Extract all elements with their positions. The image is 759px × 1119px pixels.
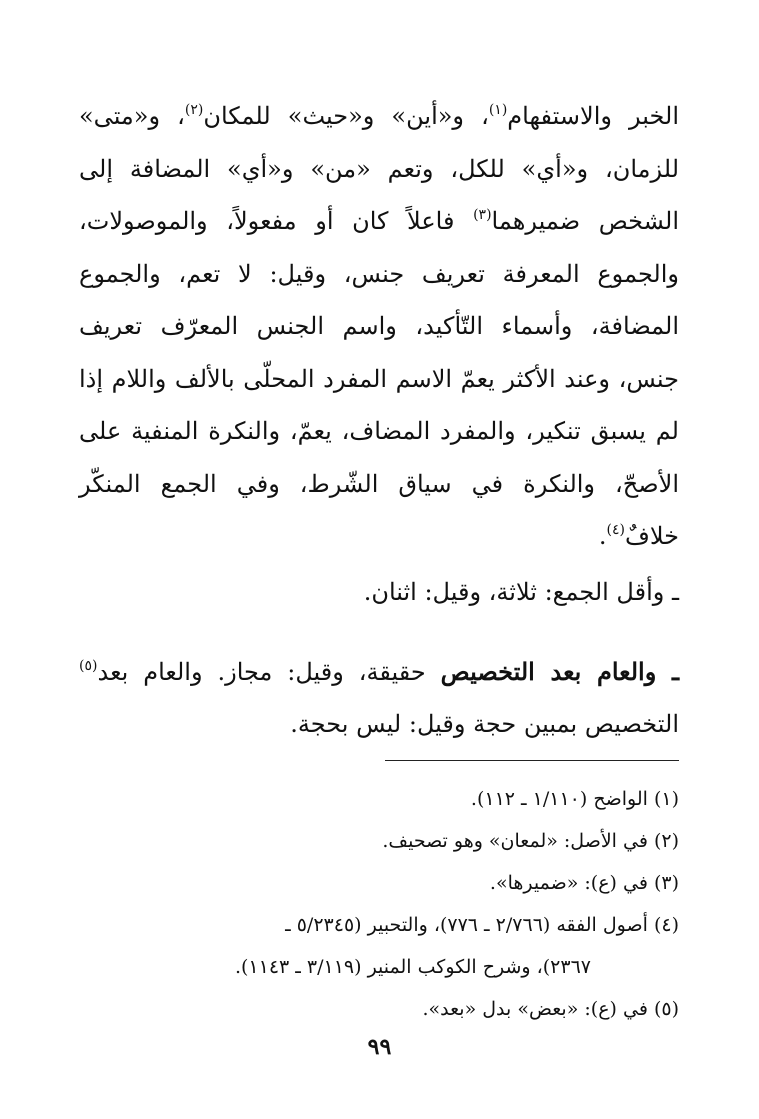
text-segment: فاعلاً كان أو مفعولاً، والموصولات، والجموع المعرفة تعريف جنس، وقيل: لا تعم، والجموع المضافة، وأسماء التّأكيد، واسم الجنس المعرّف تعريف جنس، وعند الأكثر يعمّ الاسم المفرد المحلّى بالألف واللام إذا لم يسبق تنكير، والمفرد المضاف، يعمّ، والنكرة المنفية على الأصحّ، والنكرة في سياق الشّرط، وفي الجمع المنكّر خلافٌ <box>79 207 679 550</box>
text-segment: . <box>598 522 607 550</box>
footnote-4: (٤) أصول الفقه (٢/٧٦٦ ـ ٧٧٦)، والتحبير (٥/٢٣٤٥ ـ <box>285 914 679 936</box>
footnotes <box>79 778 679 1030</box>
text-segment: ، و«متى» للزمان، و«أي» للكل، وتعم «من» و«أي» المضافة إلى الشخص ضميرهما <box>79 102 680 235</box>
text-segment: الخبر والاستفهام <box>507 102 679 130</box>
paragraph-minimum-plural <box>79 566 679 618</box>
footnote-separator <box>385 760 679 761</box>
footnote-3: (٣) في (ع): «ضميرها». <box>489 872 679 894</box>
footnote-4-continuation: ٢٣٦٧)، وشرح الكوكب المنير (٣/١١٩ ـ ١١٤٣). <box>234 956 591 978</box>
paragraph-text <box>79 646 679 750</box>
paragraph-text: ـ وأقل الجمع: ثلاثة، وقيل: اثنان. <box>363 578 679 606</box>
footnote-2: (٢) في الأصل: «لمعان» وهو تصحيف. <box>382 830 679 852</box>
footnote-marker: (٤) <box>606 522 625 538</box>
footnote-marker: (٥) <box>79 658 98 674</box>
footnote-marker: (٢) <box>184 102 204 118</box>
text-segment: ، و«أين» و«حيث» للمكان <box>203 102 489 130</box>
bold-heading: ـ والعام بعد التخصيص <box>440 657 679 686</box>
footnote-marker: (٣) <box>473 207 492 223</box>
footnote-marker: (١) <box>488 102 508 118</box>
page-number: ٩٩ <box>367 1034 392 1060</box>
text-segment: حقيقة، وقيل: مجاز. والعام بعد <box>97 658 441 686</box>
main-paragraph <box>79 90 679 563</box>
paragraph-general-after-specification <box>79 646 679 750</box>
footnote-5: (٥) في (ع): «بعض» بدل «بعد». <box>422 998 679 1020</box>
footnote-1: (١) الواضح (١/١١٠ ـ ١١٢). <box>470 788 679 810</box>
main-paragraph-text <box>79 90 679 563</box>
text-segment: التخصيص بمبين حجة وقيل: ليس بحجة. <box>290 710 679 738</box>
